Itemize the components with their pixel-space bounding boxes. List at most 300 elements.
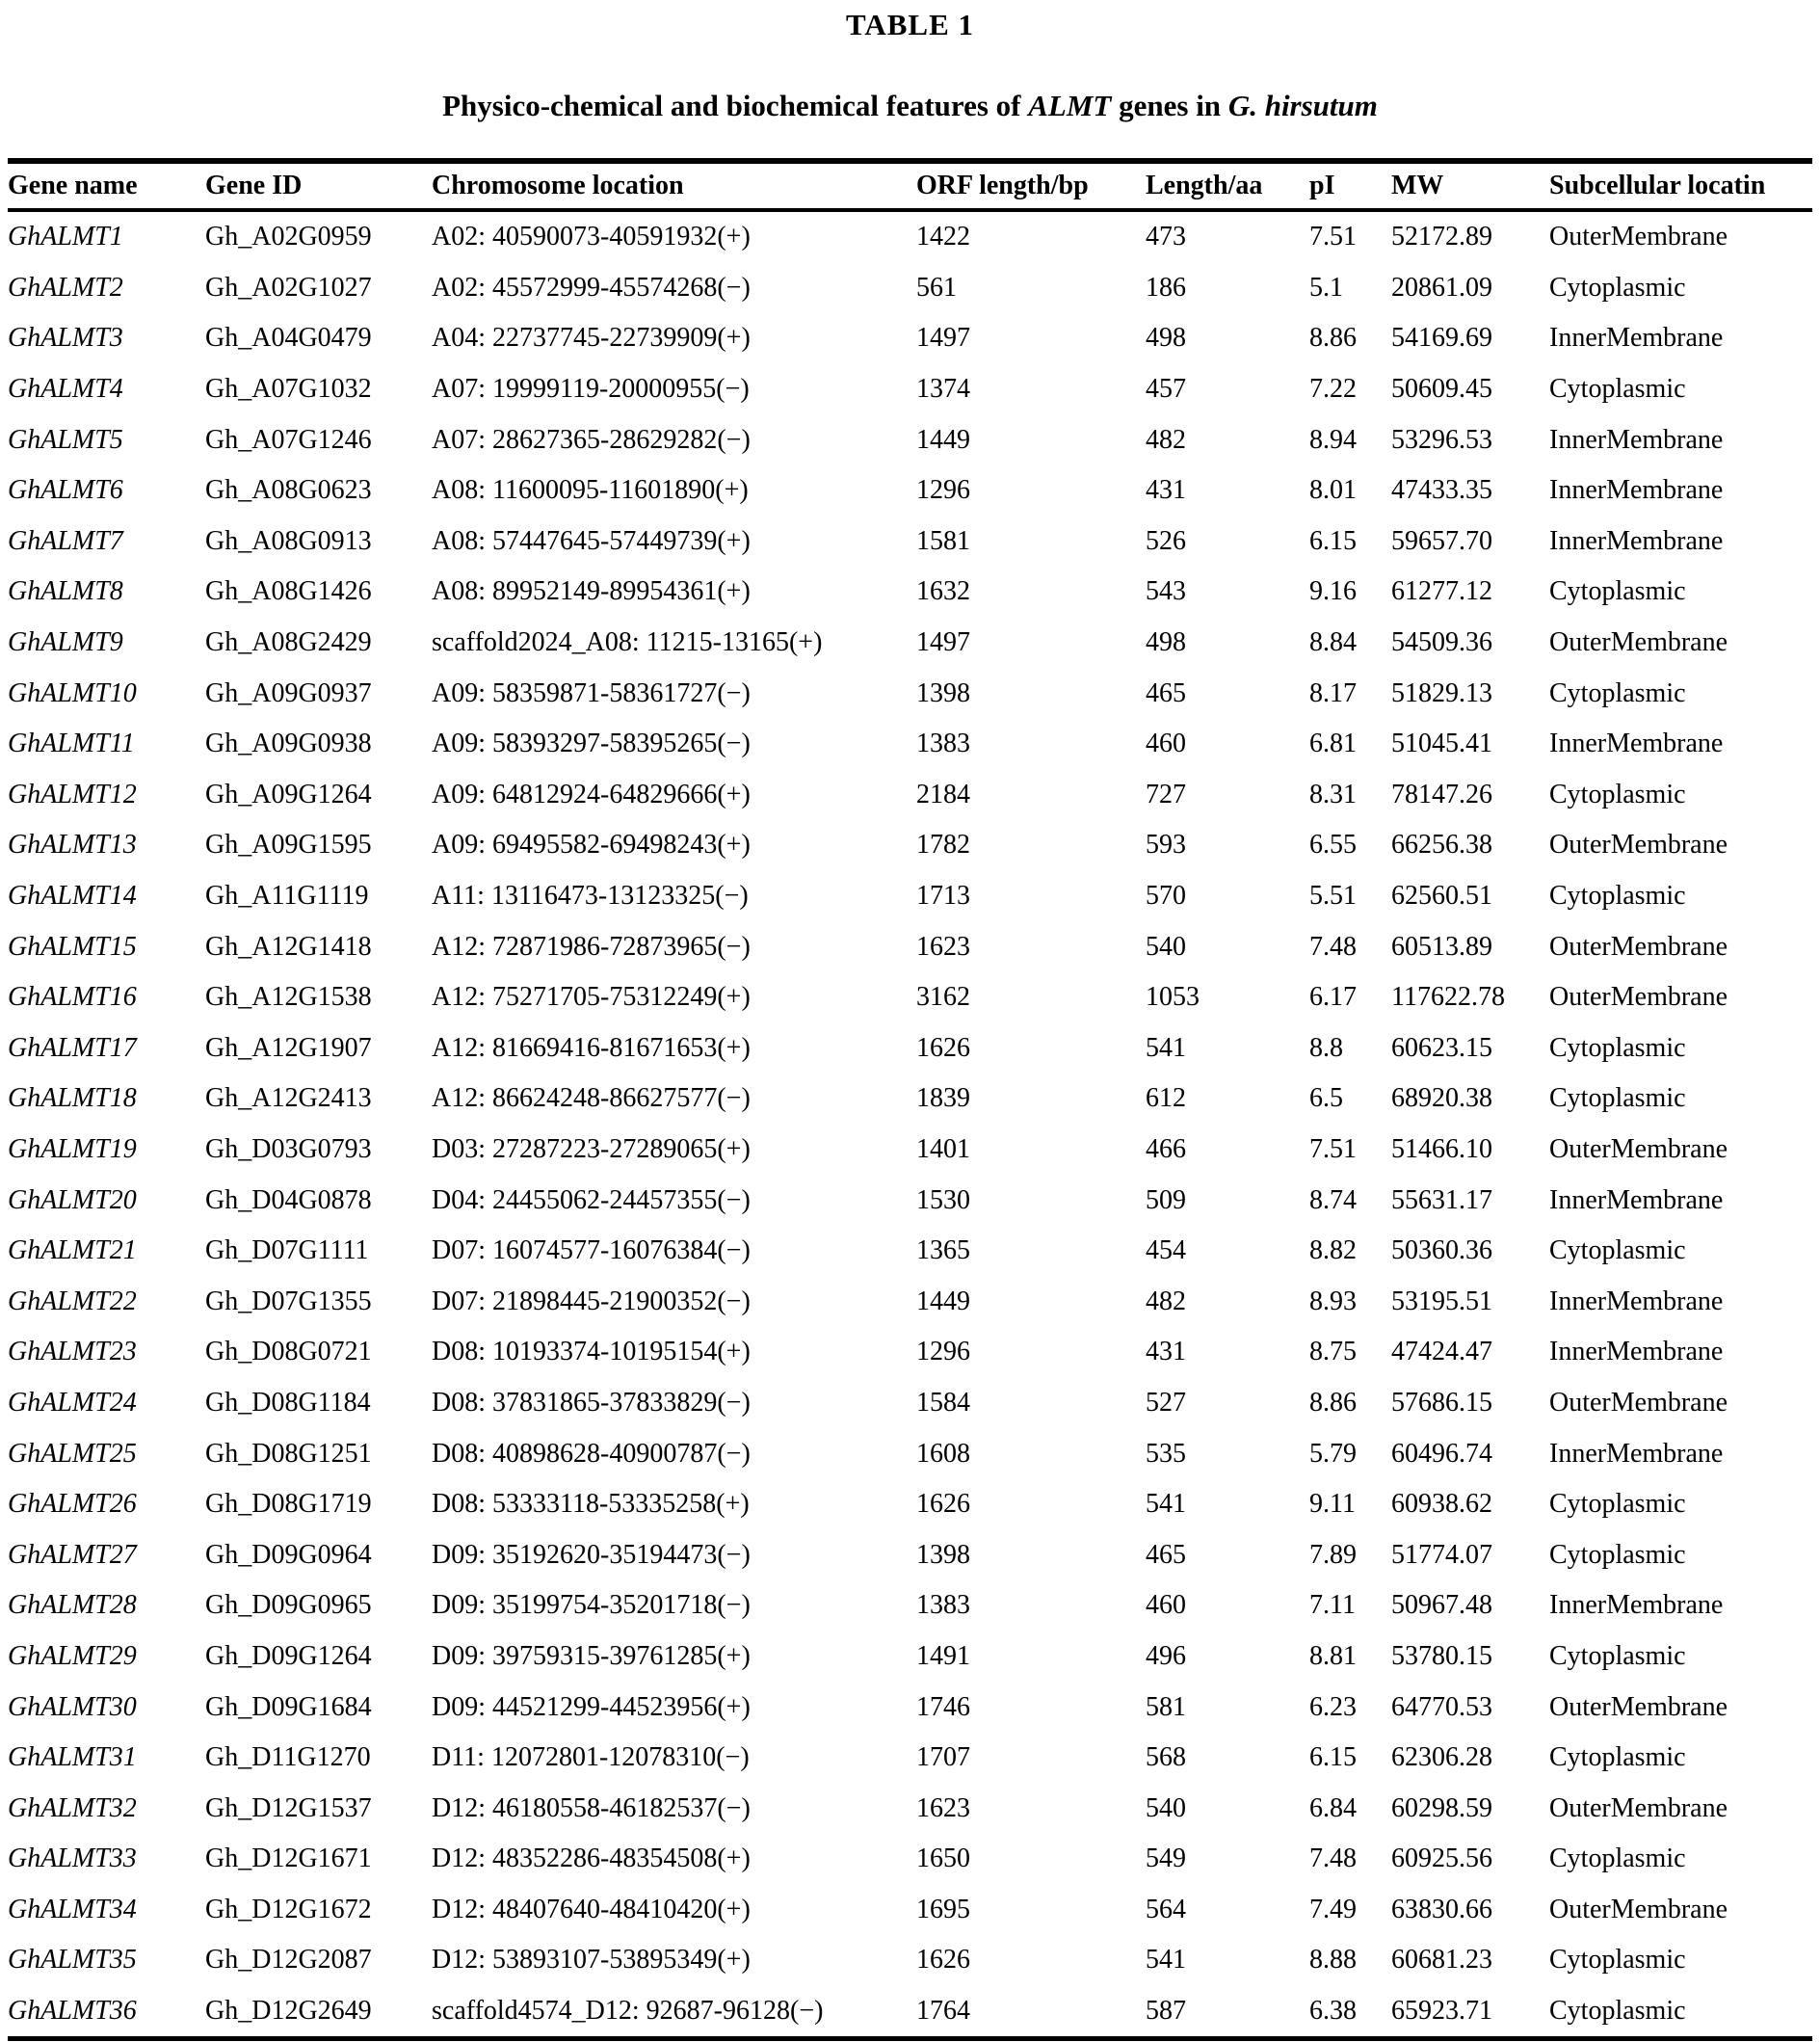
- cell-length-aa: 612: [1146, 1083, 1186, 1114]
- cell-gene-name: GhALMT5: [8, 424, 123, 455]
- cell-mw: 59657.70: [1391, 525, 1492, 556]
- cell-subcellular-location: OuterMembrane: [1549, 1792, 1728, 1823]
- cell-subcellular-location: Cytoplasmic: [1549, 1640, 1686, 1671]
- cell-gene-id: Gh_D07G1111: [205, 1235, 369, 1266]
- cell-gene-name: GhALMT25: [8, 1438, 137, 1469]
- cell-orf-length: 1374: [916, 374, 970, 405]
- cell-chromosome-location: D03: 27287223-27289065(+): [432, 1133, 751, 1164]
- cell-chromosome-location: A09: 58393297-58395265(−): [432, 729, 751, 759]
- cell-mw: 62560.51: [1391, 881, 1492, 912]
- cell-gene-name: GhALMT19: [8, 1133, 137, 1164]
- cell-pi: 5.51: [1309, 881, 1357, 912]
- caption-text-prefix: Physico-chemical and biochemical features of: [442, 89, 1029, 122]
- cell-length-aa: 1053: [1146, 982, 1200, 1013]
- cell-mw: 66256.38: [1391, 830, 1492, 861]
- cell-mw: 52172.89: [1391, 222, 1492, 252]
- table-row: [8, 1023, 1812, 1074]
- cell-chromosome-location: D07: 16074577-16076384(−): [432, 1235, 751, 1266]
- table-row: [8, 517, 1812, 568]
- cell-orf-length: 1401: [916, 1133, 970, 1164]
- cell-gene-id: Gh_A08G0623: [205, 475, 372, 506]
- cell-length-aa: 543: [1146, 576, 1186, 607]
- cell-chromosome-location: A09: 69495582-69498243(+): [432, 830, 751, 861]
- cell-subcellular-location: Cytoplasmic: [1549, 677, 1686, 708]
- cell-gene-id: Gh_A09G0938: [205, 729, 372, 759]
- table-row: [8, 1428, 1812, 1479]
- cell-gene-id: Gh_D08G1719: [205, 1489, 372, 1520]
- cell-chromosome-location: D09: 39759315-39761285(+): [432, 1640, 751, 1671]
- cell-gene-name: GhALMT20: [8, 1184, 137, 1215]
- cell-gene-id: Gh_A12G1418: [205, 931, 372, 962]
- cell-subcellular-location: InnerMembrane: [1549, 1590, 1724, 1621]
- cell-pi: 8.86: [1309, 323, 1357, 354]
- cell-pi: 8.86: [1309, 1387, 1357, 1418]
- cell-mw: 62306.28: [1391, 1742, 1492, 1773]
- cell-pi: 6.15: [1309, 1742, 1357, 1773]
- cell-subcellular-location: OuterMembrane: [1549, 1387, 1728, 1418]
- cell-gene-id: Gh_A12G2413: [205, 1083, 372, 1114]
- cell-gene-id: Gh_A09G1264: [205, 779, 372, 809]
- cell-chromosome-location: D08: 37831865-37833829(−): [432, 1387, 751, 1418]
- cell-gene-name: GhALMT16: [8, 982, 137, 1013]
- cell-chromosome-location: D08: 10193374-10195154(+): [432, 1337, 751, 1367]
- cell-gene-name: GhALMT32: [8, 1792, 137, 1823]
- cell-gene-id: Gh_D03G0793: [205, 1133, 372, 1164]
- cell-gene-id: Gh_D09G0965: [205, 1590, 372, 1621]
- cell-length-aa: 498: [1146, 627, 1186, 658]
- cell-pi: 8.17: [1309, 677, 1357, 708]
- cell-gene-name: GhALMT23: [8, 1337, 137, 1367]
- cell-chromosome-location: scaffold2024_A08: 11215-13165(+): [432, 627, 823, 658]
- cell-gene-id: Gh_D04G0878: [205, 1184, 372, 1215]
- col-header-gene-id: Gene ID: [205, 161, 432, 210]
- cell-subcellular-location: Cytoplasmic: [1549, 881, 1686, 912]
- cell-chromosome-location: D09: 35192620-35194473(−): [432, 1539, 751, 1570]
- cell-chromosome-location: A02: 45572999-45574268(−): [432, 272, 751, 303]
- cell-subcellular-location: OuterMembrane: [1549, 982, 1728, 1013]
- table-row: [8, 1125, 1812, 1176]
- cell-length-aa: 465: [1146, 1539, 1186, 1570]
- cell-subcellular-location: Cytoplasmic: [1549, 1742, 1686, 1773]
- cell-chromosome-location: A07: 28627365-28629282(−): [432, 424, 751, 455]
- cell-pi: 8.93: [1309, 1286, 1357, 1316]
- cell-length-aa: 570: [1146, 881, 1186, 912]
- cell-pi: 8.74: [1309, 1184, 1357, 1215]
- cell-mw: 50609.45: [1391, 374, 1492, 405]
- cell-gene-name: GhALMT36: [8, 1996, 137, 2027]
- table-row: [8, 1935, 1812, 1986]
- cell-gene-id: Gh_D09G1684: [205, 1691, 372, 1722]
- cell-orf-length: 1497: [916, 627, 970, 658]
- cell-gene-name: GhALMT13: [8, 830, 137, 861]
- cell-mw: 65923.71: [1391, 1996, 1492, 2027]
- table-row: [8, 567, 1812, 618]
- cell-orf-length: 1398: [916, 1539, 970, 1570]
- cell-orf-length: 1422: [916, 222, 970, 252]
- cell-gene-name: GhALMT28: [8, 1590, 137, 1621]
- cell-mw: 68920.38: [1391, 1083, 1492, 1114]
- cell-subcellular-location: OuterMembrane: [1549, 830, 1728, 861]
- cell-chromosome-location: A12: 86624248-86627577(−): [432, 1083, 751, 1114]
- cell-mw: 50967.48: [1391, 1590, 1492, 1621]
- cell-length-aa: 431: [1146, 475, 1186, 506]
- cell-gene-name: GhALMT7: [8, 525, 123, 556]
- cell-gene-id: Gh_A08G1426: [205, 576, 372, 607]
- cell-orf-length: 1530: [916, 1184, 970, 1215]
- cell-pi: 7.48: [1309, 1843, 1357, 1874]
- col-header-mw: MW: [1391, 161, 1549, 210]
- cell-gene-name: GhALMT1: [8, 222, 123, 252]
- cell-subcellular-location: InnerMembrane: [1549, 424, 1724, 455]
- col-header-subcellular-location: Subcellular locatin: [1549, 161, 1812, 210]
- cell-chromosome-location: A08: 11600095-11601890(+): [432, 475, 749, 506]
- cell-orf-length: 1383: [916, 729, 970, 759]
- cell-gene-id: Gh_D12G1537: [205, 1792, 372, 1823]
- header-row: [8, 161, 1812, 210]
- cell-gene-name: GhALMT31: [8, 1742, 137, 1773]
- table-body: [8, 210, 1812, 2039]
- cell-orf-length: 1623: [916, 1792, 970, 1823]
- cell-subcellular-location: Cytoplasmic: [1549, 1843, 1686, 1874]
- cell-gene-name: GhALMT14: [8, 881, 137, 912]
- cell-pi: 7.49: [1309, 1894, 1357, 1924]
- cell-gene-id: Gh_A08G2429: [205, 627, 372, 658]
- cell-gene-id: Gh_D09G0964: [205, 1539, 372, 1570]
- cell-pi: 6.17: [1309, 982, 1357, 1013]
- cell-gene-id: Gh_D07G1355: [205, 1286, 372, 1316]
- caption-species-italic: G. hirsutum: [1227, 89, 1378, 122]
- cell-length-aa: 540: [1146, 1792, 1186, 1823]
- cell-gene-name: GhALMT12: [8, 779, 137, 809]
- cell-gene-id: Gh_D11G1270: [205, 1742, 371, 1773]
- table-row: [8, 1682, 1812, 1733]
- cell-gene-id: Gh_D12G1672: [205, 1894, 372, 1924]
- cell-gene-id: Gh_A12G1907: [205, 1032, 372, 1063]
- table-row: [8, 1783, 1812, 1834]
- almt-genes-table: [8, 158, 1812, 2041]
- cell-length-aa: 496: [1146, 1640, 1186, 1671]
- cell-subcellular-location: Cytoplasmic: [1549, 272, 1686, 303]
- cell-pi: 7.51: [1309, 1133, 1357, 1164]
- cell-subcellular-location: OuterMembrane: [1549, 931, 1728, 962]
- cell-length-aa: 431: [1146, 1337, 1186, 1367]
- table-caption: [0, 89, 1820, 123]
- cell-orf-length: 1839: [916, 1083, 970, 1114]
- cell-length-aa: 482: [1146, 1286, 1186, 1316]
- cell-mw: 51829.13: [1391, 677, 1492, 708]
- cell-orf-length: 1626: [916, 1945, 970, 1976]
- cell-mw: 60298.59: [1391, 1792, 1492, 1823]
- cell-subcellular-location: InnerMembrane: [1549, 525, 1724, 556]
- cell-pi: 6.15: [1309, 525, 1357, 556]
- table-row: [8, 1175, 1812, 1226]
- cell-chromosome-location: D12: 53893107-53895349(+): [432, 1945, 751, 1976]
- cell-chromosome-location: A08: 89952149-89954361(+): [432, 576, 751, 607]
- cell-orf-length: 1626: [916, 1489, 970, 1520]
- cell-orf-length: 1296: [916, 475, 970, 506]
- cell-pi: 8.81: [1309, 1640, 1357, 1671]
- cell-subcellular-location: InnerMembrane: [1549, 323, 1724, 354]
- cell-mw: 55631.17: [1391, 1184, 1492, 1215]
- table-row: [8, 263, 1812, 314]
- cell-gene-name: GhALMT35: [8, 1945, 137, 1976]
- cell-chromosome-location: A07: 19999119-20000955(−): [432, 374, 750, 405]
- cell-length-aa: 465: [1146, 677, 1186, 708]
- cell-subcellular-location: InnerMembrane: [1549, 1184, 1724, 1215]
- cell-orf-length: 1764: [916, 1996, 970, 2027]
- cell-orf-length: 1581: [916, 525, 970, 556]
- cell-gene-name: GhALMT24: [8, 1387, 137, 1418]
- cell-pi: 7.51: [1309, 222, 1357, 252]
- cell-pi: 8.94: [1309, 424, 1357, 455]
- table-row: [8, 618, 1812, 669]
- cell-orf-length: 1296: [916, 1337, 970, 1367]
- cell-chromosome-location: A09: 58359871-58361727(−): [432, 677, 751, 708]
- cell-orf-length: 1650: [916, 1843, 970, 1874]
- cell-subcellular-location: Cytoplasmic: [1549, 1539, 1686, 1570]
- col-header-chromosome-location: Chromosome location: [432, 161, 916, 210]
- cell-gene-id: Gh_A09G0937: [205, 677, 372, 708]
- cell-gene-id: Gh_A04G0479: [205, 323, 372, 354]
- cell-pi: 6.38: [1309, 1996, 1357, 2027]
- cell-subcellular-location: Cytoplasmic: [1549, 1083, 1686, 1114]
- cell-gene-name: GhALMT22: [8, 1286, 137, 1316]
- table-row: [8, 1834, 1812, 1885]
- cell-orf-length: 2184: [916, 779, 970, 809]
- cell-length-aa: 540: [1146, 931, 1186, 962]
- cell-chromosome-location: D12: 46180558-46182537(−): [432, 1792, 751, 1823]
- cell-subcellular-location: InnerMembrane: [1549, 475, 1724, 506]
- cell-pi: 7.22: [1309, 374, 1357, 405]
- cell-subcellular-location: OuterMembrane: [1549, 1133, 1728, 1164]
- cell-pi: 7.11: [1309, 1590, 1356, 1621]
- cell-orf-length: 1695: [916, 1894, 970, 1924]
- cell-chromosome-location: A12: 72871986-72873965(−): [432, 931, 751, 962]
- cell-subcellular-location: InnerMembrane: [1549, 1337, 1724, 1367]
- table-row: [8, 1986, 1812, 2039]
- cell-gene-id: Gh_D12G2087: [205, 1945, 372, 1976]
- table-row: [8, 1479, 1812, 1530]
- cell-gene-name: GhALMT33: [8, 1843, 137, 1874]
- cell-orf-length: 1365: [916, 1235, 970, 1266]
- table-row: [8, 921, 1812, 972]
- cell-gene-name: GhALMT15: [8, 931, 137, 962]
- cell-subcellular-location: OuterMembrane: [1549, 627, 1728, 658]
- table-row: [8, 364, 1812, 415]
- table-row: [8, 414, 1812, 465]
- cell-gene-id: Gh_A07G1246: [205, 424, 372, 455]
- cell-chromosome-location: D09: 44521299-44523956(+): [432, 1691, 751, 1722]
- table-row: [8, 770, 1812, 821]
- cell-mw: 53296.53: [1391, 424, 1492, 455]
- cell-gene-id: Gh_A09G1595: [205, 830, 372, 861]
- cell-mw: 60623.15: [1391, 1032, 1492, 1063]
- cell-pi: 6.5: [1309, 1083, 1343, 1114]
- table-row: [8, 668, 1812, 719]
- cell-mw: 54509.36: [1391, 627, 1492, 658]
- table-row: [8, 1327, 1812, 1378]
- cell-gene-name: GhALMT9: [8, 627, 123, 658]
- table-row: [8, 1580, 1812, 1631]
- cell-length-aa: 186: [1146, 272, 1186, 303]
- table-row: [8, 1885, 1812, 1936]
- cell-length-aa: 466: [1146, 1133, 1186, 1164]
- cell-mw: 63830.66: [1391, 1894, 1492, 1924]
- cell-orf-length: 1383: [916, 1590, 970, 1621]
- cell-gene-id: Gh_D08G1184: [205, 1387, 371, 1418]
- cell-pi: 7.89: [1309, 1539, 1357, 1570]
- cell-pi: 8.31: [1309, 779, 1357, 809]
- cell-subcellular-location: Cytoplasmic: [1549, 374, 1686, 405]
- cell-subcellular-location: Cytoplasmic: [1549, 779, 1686, 809]
- cell-chromosome-location: A11: 13116473-13123325(−): [432, 881, 749, 912]
- cell-orf-length: 1626: [916, 1032, 970, 1063]
- cell-length-aa: 541: [1146, 1945, 1186, 1976]
- table-row: [8, 313, 1812, 364]
- cell-mw: 60496.74: [1391, 1438, 1492, 1469]
- table-row: [8, 1276, 1812, 1327]
- cell-gene-id: Gh_A02G1027: [205, 272, 372, 303]
- cell-mw: 60938.62: [1391, 1489, 1492, 1520]
- cell-orf-length: 1398: [916, 677, 970, 708]
- cell-length-aa: 482: [1146, 424, 1186, 455]
- cell-gene-name: GhALMT11: [8, 729, 135, 759]
- cell-mw: 117622.78: [1391, 982, 1505, 1013]
- cell-length-aa: 549: [1146, 1843, 1186, 1874]
- cell-gene-name: GhALMT10: [8, 677, 137, 708]
- cell-gene-name: GhALMT18: [8, 1083, 137, 1114]
- cell-mw: 47433.35: [1391, 475, 1492, 506]
- cell-subcellular-location: Cytoplasmic: [1549, 1032, 1686, 1063]
- caption-gene-family-italic: ALMT: [1028, 89, 1112, 122]
- cell-subcellular-location: InnerMembrane: [1549, 1438, 1724, 1469]
- cell-gene-id: Gh_A11G1119: [205, 881, 369, 912]
- table-label: TABLE 1: [845, 8, 975, 41]
- caption-text-middle: genes in: [1111, 89, 1228, 122]
- cell-chromosome-location: D08: 40898628-40900787(−): [432, 1438, 751, 1469]
- cell-pi: 8.01: [1309, 475, 1357, 506]
- cell-subcellular-location: InnerMembrane: [1549, 1286, 1724, 1316]
- cell-subcellular-location: Cytoplasmic: [1549, 1945, 1686, 1976]
- cell-gene-name: GhALMT29: [8, 1640, 137, 1671]
- table-row: [8, 820, 1812, 871]
- cell-mw: 20861.09: [1391, 272, 1492, 303]
- cell-mw: 57686.15: [1391, 1387, 1492, 1418]
- cell-pi: 8.8: [1309, 1032, 1343, 1063]
- cell-gene-id: Gh_D12G1671: [205, 1843, 372, 1874]
- cell-length-aa: 541: [1146, 1032, 1186, 1063]
- cell-length-aa: 526: [1146, 525, 1186, 556]
- cell-length-aa: 460: [1146, 729, 1186, 759]
- cell-chromosome-location: D08: 53333118-53335258(+): [432, 1489, 750, 1520]
- table-row: [8, 1378, 1812, 1429]
- cell-mw: 54169.69: [1391, 323, 1492, 354]
- cell-gene-name: GhALMT30: [8, 1691, 137, 1722]
- cell-chromosome-location: A09: 64812924-64829666(+): [432, 779, 751, 809]
- cell-pi: 8.88: [1309, 1945, 1357, 1976]
- cell-gene-name: GhALMT4: [8, 374, 123, 405]
- cell-length-aa: 587: [1146, 1996, 1186, 2027]
- cell-pi: 6.81: [1309, 729, 1357, 759]
- cell-subcellular-location: OuterMembrane: [1549, 222, 1728, 252]
- cell-pi: 7.48: [1309, 931, 1357, 962]
- cell-mw: 53195.51: [1391, 1286, 1492, 1316]
- cell-gene-id: Gh_A02G0959: [205, 222, 372, 252]
- cell-gene-name: GhALMT6: [8, 475, 123, 506]
- cell-orf-length: 1623: [916, 931, 970, 962]
- cell-pi: 9.16: [1309, 576, 1357, 607]
- cell-pi: 6.23: [1309, 1691, 1357, 1722]
- table-row: [8, 1226, 1812, 1277]
- cell-length-aa: 535: [1146, 1438, 1186, 1469]
- table-row: [8, 972, 1812, 1023]
- cell-mw: 47424.47: [1391, 1337, 1492, 1367]
- cell-orf-length: 1632: [916, 576, 970, 607]
- cell-length-aa: 541: [1146, 1489, 1186, 1520]
- cell-chromosome-location: A12: 81669416-81671653(+): [432, 1032, 751, 1063]
- table-row: [8, 719, 1812, 770]
- cell-mw: 60513.89: [1391, 931, 1492, 962]
- cell-gene-id: Gh_A07G1032: [205, 374, 372, 405]
- cell-chromosome-location: D09: 35199754-35201718(−): [432, 1590, 751, 1621]
- cell-mw: 60681.23: [1391, 1945, 1492, 1976]
- table-row: [8, 1631, 1812, 1683]
- table-row: [8, 1074, 1812, 1125]
- cell-gene-name: GhALMT26: [8, 1489, 137, 1520]
- cell-gene-name: GhALMT2: [8, 272, 123, 303]
- cell-gene-name: GhALMT34: [8, 1894, 137, 1924]
- cell-mw: 64770.53: [1391, 1691, 1492, 1722]
- cell-orf-length: 561: [916, 272, 957, 303]
- cell-orf-length: 1746: [916, 1691, 970, 1722]
- cell-mw: 53780.15: [1391, 1640, 1492, 1671]
- cell-pi: 8.84: [1309, 627, 1357, 658]
- cell-pi: 9.11: [1309, 1489, 1356, 1520]
- cell-pi: 8.82: [1309, 1235, 1357, 1266]
- cell-mw: 60925.56: [1391, 1843, 1492, 1874]
- cell-subcellular-location: InnerMembrane: [1549, 729, 1724, 759]
- cell-mw: 51466.10: [1391, 1133, 1492, 1164]
- cell-pi: 5.1: [1309, 272, 1343, 303]
- cell-length-aa: 568: [1146, 1742, 1186, 1773]
- cell-orf-length: 1584: [916, 1387, 970, 1418]
- cell-chromosome-location: A08: 57447645-57449739(+): [432, 525, 751, 556]
- cell-gene-name: GhALMT8: [8, 576, 123, 607]
- table-row: [8, 465, 1812, 517]
- cell-pi: 5.79: [1309, 1438, 1357, 1469]
- cell-length-aa: 460: [1146, 1590, 1186, 1621]
- cell-gene-name: GhALMT3: [8, 323, 123, 354]
- table-row: [8, 1733, 1812, 1784]
- cell-gene-id: Gh_A08G0913: [205, 525, 372, 556]
- cell-gene-id: Gh_D09G1264: [205, 1640, 372, 1671]
- cell-pi: 8.75: [1309, 1337, 1357, 1367]
- cell-length-aa: 457: [1146, 374, 1186, 405]
- cell-orf-length: 3162: [916, 982, 970, 1013]
- cell-pi: 6.55: [1309, 830, 1357, 861]
- cell-subcellular-location: OuterMembrane: [1549, 1894, 1728, 1924]
- cell-orf-length: 1449: [916, 1286, 970, 1316]
- cell-length-aa: 509: [1146, 1184, 1186, 1215]
- cell-mw: 61277.12: [1391, 576, 1492, 607]
- cell-gene-name: GhALMT27: [8, 1539, 137, 1570]
- cell-mw: 51774.07: [1391, 1539, 1492, 1570]
- cell-mw: 51045.41: [1391, 729, 1492, 759]
- cell-subcellular-location: Cytoplasmic: [1549, 1235, 1686, 1266]
- cell-chromosome-location: A02: 40590073-40591932(+): [432, 222, 751, 252]
- cell-length-aa: 593: [1146, 830, 1186, 861]
- cell-length-aa: 581: [1146, 1691, 1186, 1722]
